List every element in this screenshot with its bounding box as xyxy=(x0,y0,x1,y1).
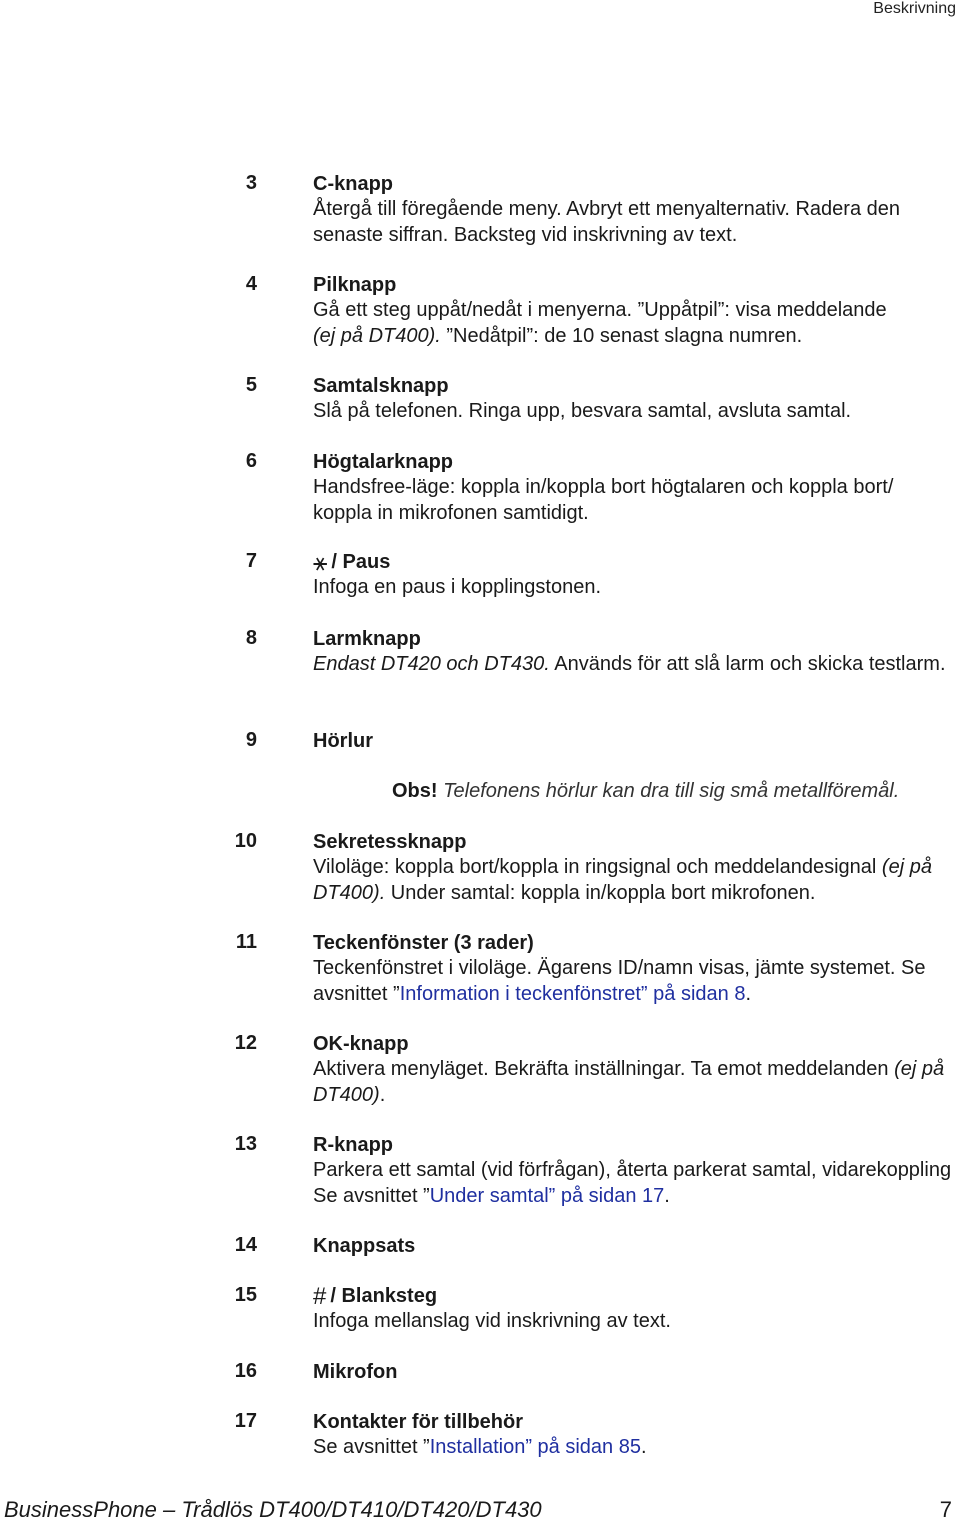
item-description xyxy=(313,652,953,678)
desc-text: . xyxy=(664,1184,670,1207)
item-number: 3 xyxy=(245,172,257,194)
item-description xyxy=(313,956,953,1007)
item-title: Teckenfönster (3 rader) xyxy=(313,932,534,954)
model-note: (ej på DT400). xyxy=(313,856,932,904)
model-note: Endast DT420 och DT430. xyxy=(313,653,550,675)
item-title xyxy=(313,550,953,575)
item-title: Högtalarknapp xyxy=(313,451,454,473)
item-number: 13 xyxy=(234,1133,257,1155)
item-number: 8 xyxy=(245,627,257,649)
desc-text: . xyxy=(745,982,752,1005)
note xyxy=(392,780,899,803)
model-note: (ej på DT400) xyxy=(313,1058,945,1106)
item-number: 11 xyxy=(235,931,257,953)
item-title xyxy=(313,1284,953,1309)
item-title: C-knapp xyxy=(313,173,393,195)
item-description xyxy=(313,1057,953,1108)
cross-reference-link[interactable]: Information i teckenfönstret” på sidan 8 xyxy=(399,982,746,1005)
item-number: 15 xyxy=(234,1284,257,1306)
desc-text: . xyxy=(640,1436,647,1458)
asterisk-icon: ⚹ xyxy=(313,549,328,576)
item-title-text: / Blanksteg xyxy=(330,1285,438,1307)
item-description: Handsfree-läge: koppla in/koppla bort högtalaren och koppla bort/ koppla in mikrofonen samtidigt. xyxy=(313,476,894,524)
item-title: Sekretessknapp xyxy=(313,831,467,853)
desc-text: Viloläge: koppla bort/koppla in ringsignal och meddelandesignal xyxy=(313,856,882,878)
item-title: R-knapp xyxy=(313,1134,393,1156)
item-title: Larmknapp xyxy=(313,628,421,650)
item-description: Slå på telefonen. Ringa upp, besvara samtal, avsluta samtal. xyxy=(313,400,852,422)
item-number: 12 xyxy=(234,1032,257,1054)
desc-text: Se avsnittet ” xyxy=(313,1436,430,1458)
item-number: 6 xyxy=(245,450,257,472)
item-description: Infoga en paus i kopplingstonen. xyxy=(313,576,601,598)
item-title-text: / Paus xyxy=(331,551,391,573)
item-description: Infoga mellanslag vid inskrivning av text. xyxy=(313,1310,671,1332)
item-description xyxy=(313,1435,953,1461)
item-title: Knappsats xyxy=(313,1235,416,1257)
item-number: 7 xyxy=(245,550,257,572)
desc-text: Teckenfönstret i viloläge. Ägarens ID/namn visas, jämte systemet. Se avsnittet ” xyxy=(313,957,926,1005)
item-number: 10 xyxy=(234,830,257,852)
model-note: (ej på DT400). xyxy=(313,324,441,347)
item-title: Pilknapp xyxy=(313,274,397,296)
item-number: 17 xyxy=(234,1410,257,1432)
item-number: 5 xyxy=(245,374,257,396)
item-number: 4 xyxy=(245,273,257,295)
item-title: Mikrofon xyxy=(313,1361,398,1383)
item-title: Samtalsknapp xyxy=(313,375,449,397)
hash-icon: # xyxy=(313,1283,327,1310)
page-number: 7 xyxy=(939,1497,952,1522)
item-number: 14 xyxy=(234,1234,257,1256)
item-description xyxy=(313,298,953,349)
desc-text: Parkera ett samtal (vid förfrågan), återta parkerat samtal, vidarekoppling Se avsnittet ” xyxy=(313,1159,952,1207)
footer-title: BusinessPhone – Trådlös DT400/DT410/DT420/DT430 xyxy=(4,1497,542,1522)
item-title: OK-knapp xyxy=(313,1033,409,1055)
desc-text: ”Nedåtpil”: de 10 senast slagna numren. xyxy=(440,324,803,347)
header-section-label: Beskrivning xyxy=(873,0,956,17)
item-title: Kontakter för tillbehör xyxy=(313,1411,524,1433)
item-description xyxy=(313,1158,953,1209)
item-description xyxy=(313,855,953,906)
desc-text: Under samtal: koppla in/koppla bort mikrofonen. xyxy=(385,881,816,904)
cross-reference-link[interactable]: Under samtal” på sidan 17 xyxy=(429,1184,665,1207)
item-description: Återgå till föregående meny. Avbryt ett menyalternativ. Radera den senaste siffran. Backsteg vid inskrivning av text. xyxy=(313,198,900,246)
desc-text: . xyxy=(379,1083,386,1106)
item-number: 9 xyxy=(245,729,257,751)
desc-text: Gå ett steg uppåt/nedåt i menyerna. ”Uppåtpil”: visa meddelande xyxy=(313,299,887,321)
item-title: Hörlur xyxy=(313,730,373,752)
note-text: Telefonens hörlur kan dra till sig små metallföremål. xyxy=(443,780,900,802)
note-label: Obs! xyxy=(392,780,438,802)
cross-reference-link[interactable]: Installation” på sidan 85 xyxy=(429,1436,641,1458)
item-number: 16 xyxy=(234,1360,257,1382)
desc-text: Aktivera menyläget. Bekräfta inställningar. Ta emot meddelanden xyxy=(313,1058,895,1080)
desc-text: Används för att slå larm och skicka testlarm. xyxy=(549,653,946,675)
